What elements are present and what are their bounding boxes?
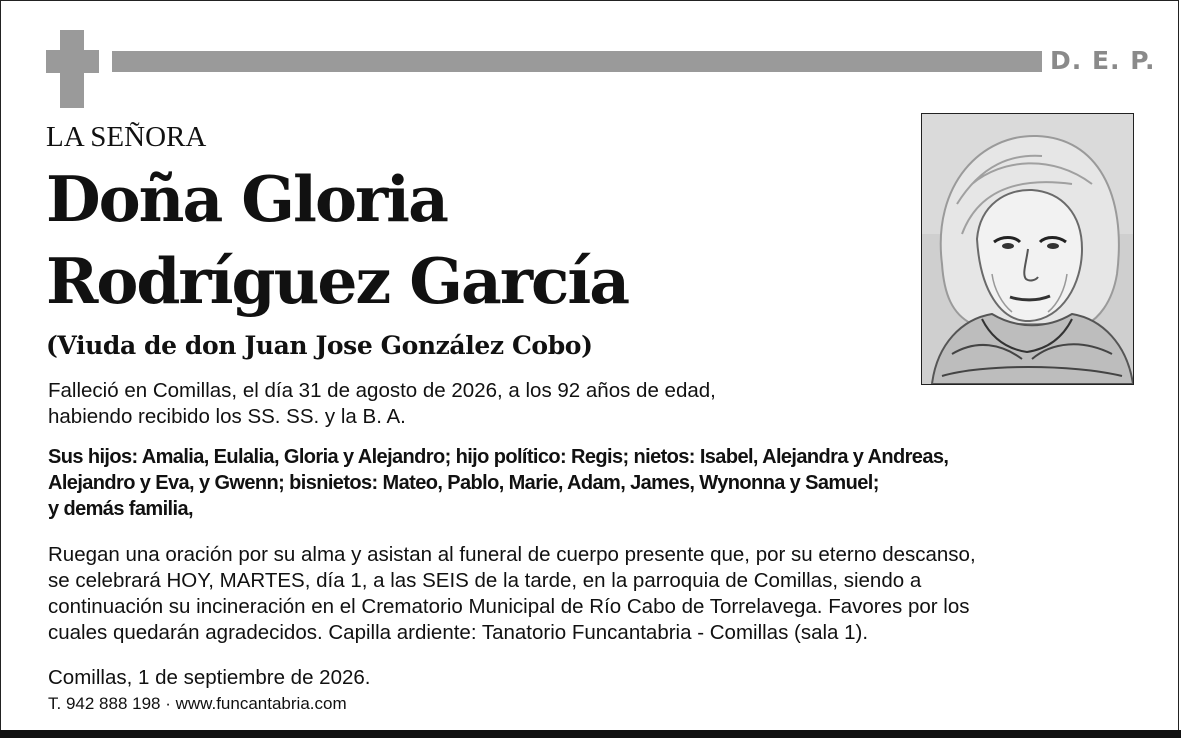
funeral-line: Ruegan una oración por su alma y asistan al funeral de cuerpo presente que, por su eterno descanso, <box>48 543 976 566</box>
contact-info: T. 942 888 198 · www.funcantabria.com <box>48 694 347 713</box>
portrait-photo <box>921 113 1134 385</box>
dep-label: D. E. P. <box>1050 46 1156 75</box>
funeral-line: continuación su incineración en el Crematorio Municipal de Río Cabo de Torrelavega. Favores por los <box>48 595 970 618</box>
funeral-paragraph <box>48 542 976 646</box>
death-line: Falleció en Comillas, el día 31 de agosto de 2026, a los 92 años de edad, <box>48 379 716 402</box>
death-line: habiendo recibido los SS. SS. y la B. A. <box>48 405 406 428</box>
honorific: LA SEÑORA <box>46 121 207 153</box>
family-line: Alejandro y Eva, y Gwenn; bisnietos: Mateo, Pablo, Marie, Adam, James, Wynonna y Samuel; <box>48 472 879 494</box>
place-date: Comillas, 1 de septiembre de 2026. <box>48 666 371 689</box>
family-line: y demás familia, <box>48 498 193 520</box>
portrait-image <box>922 114 1133 384</box>
death-paragraph <box>48 378 716 430</box>
funeral-line: cuales quedarán agradecidos. Capilla ardiente: Tanatorio Funcantabria - Comillas (sala 1). <box>48 621 869 644</box>
widow-note: (Viuda de don Juan Jose González Cobo) <box>46 331 593 360</box>
family-line: Sus hijos: Amalia, Eulalia, Gloria y Alejandro; hijo político: Regis; nietos: Isabel, Alejandra y Andreas, <box>48 446 949 468</box>
family-paragraph <box>48 444 948 522</box>
deceased-name-line1: Doña Gloria <box>46 162 447 236</box>
header-rule <box>112 51 1042 72</box>
deceased-name-line2: Rodríguez García <box>46 244 629 318</box>
bottom-border <box>0 730 1181 738</box>
cross-icon-arm <box>46 50 99 73</box>
funeral-line: se celebrará HOY, MARTES, día 1, a las SEIS de la tarde, en la parroquia de Comillas, siendo a <box>48 569 922 592</box>
